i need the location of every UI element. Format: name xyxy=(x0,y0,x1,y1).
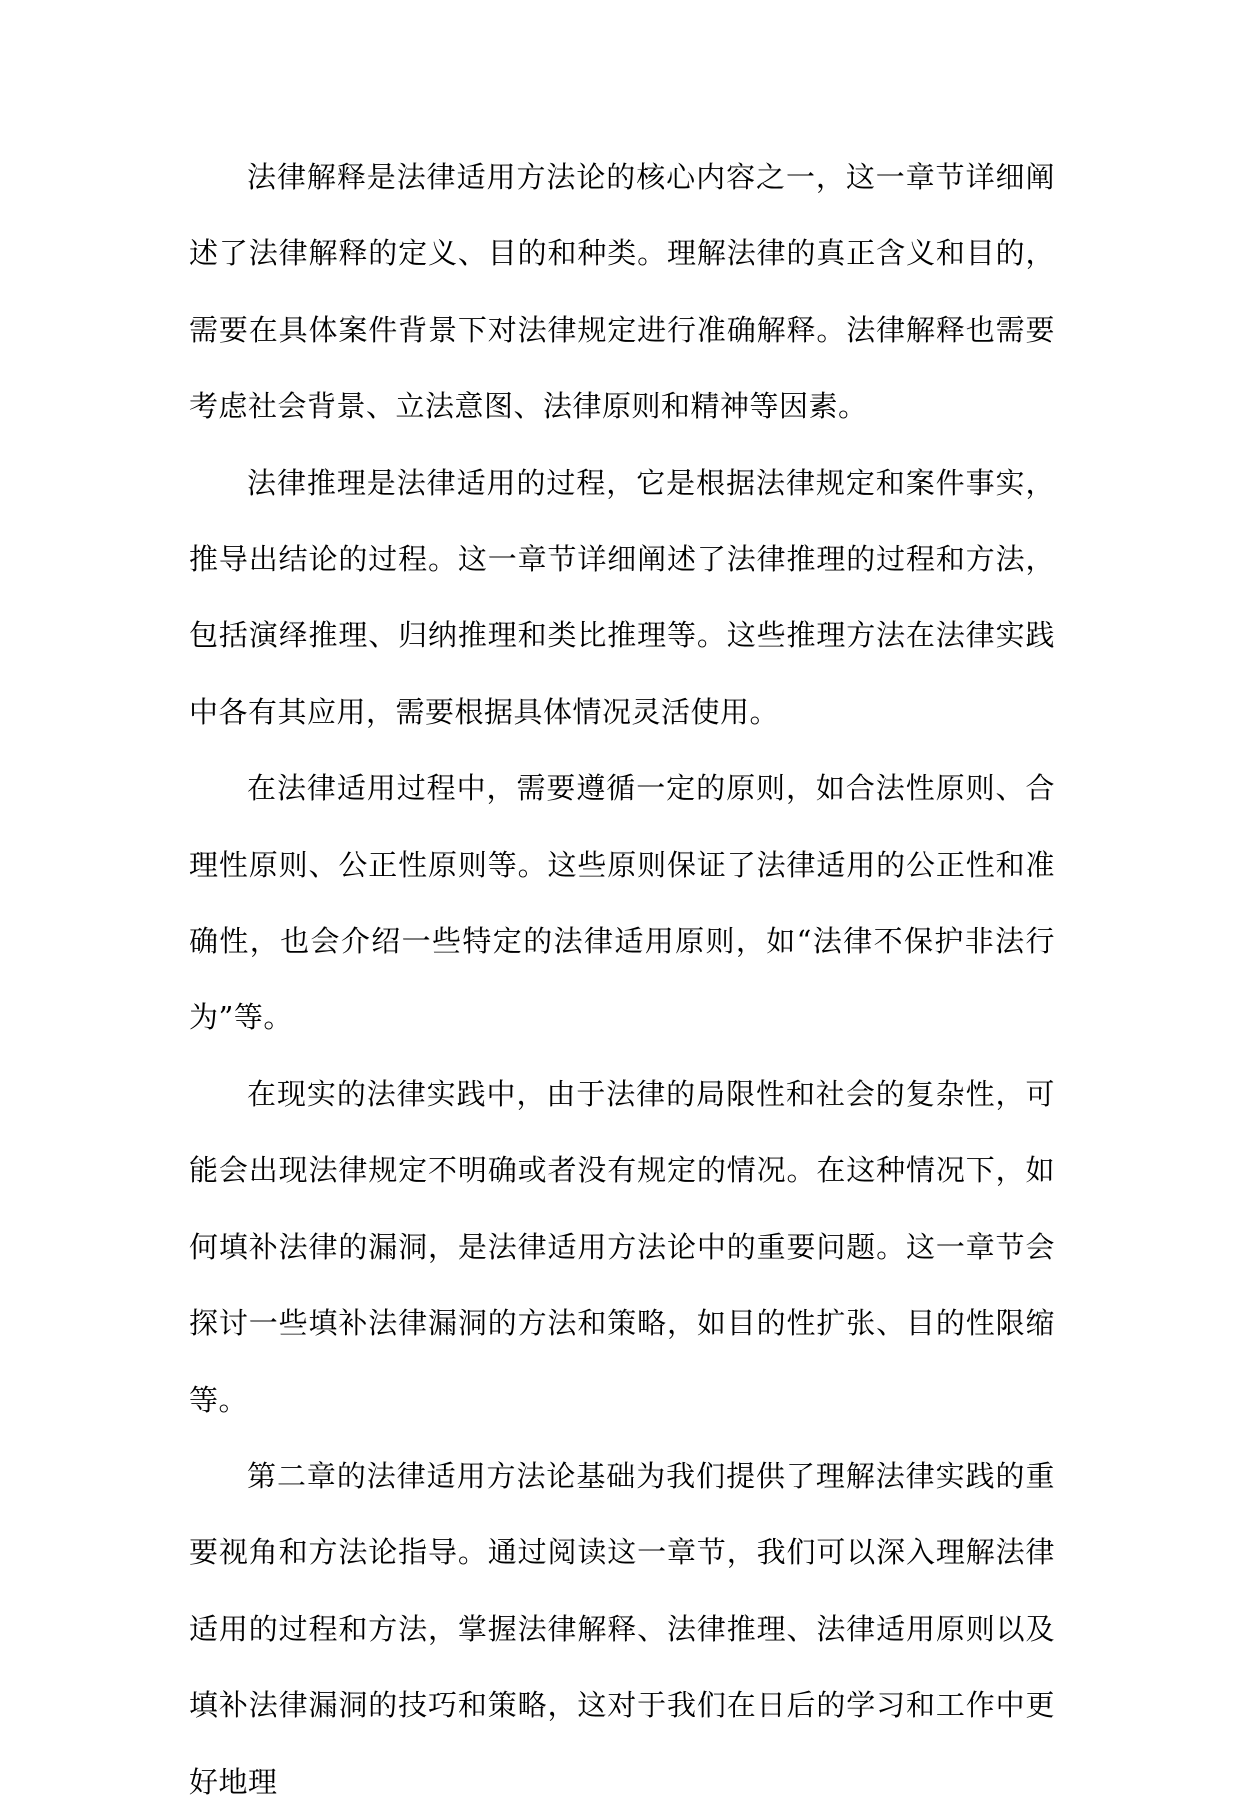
paragraph-filling-gaps: 在现实的法律实践中，由于法律的局限性和社会的复杂性，可能会出现法律规定不明确或者没有规定的情况。在这种情况下，如何填补法律的漏洞，是法律适用方法论中的重要问题。这一章节会探讨一些填补法律漏洞的方法和策略，如目的性扩张、目的性限缩等。 xyxy=(189,1076,1055,1417)
paragraph-legal-interpretation: 法律解释是法律适用方法论的核心内容之一，这一章节详细阐述了法律解释的定义、目的和种类。理解法律的真正含义和目的，需要在具体案件背景下对法律规定进行准确解释。法律解释也需要考虑社会背景、立法意图、法律原则和精神等因素。 xyxy=(189,160,1055,424)
document-body xyxy=(189,139,1055,1820)
paragraph-application-principles: 在法律适用过程中，需要遵循一定的原则，如合法性原则、合理性原则、公正性原则等。这些原则保证了法律适用的公正性和准确性，也会介绍一些特定的法律适用原则，如“法律不保护非法行为”等。 xyxy=(189,771,1055,1035)
paragraph-legal-reasoning: 法律推理是法律适用的过程，它是根据法律规定和案件事实，推导出结论的过程。这一章节详细阐述了法律推理的过程和方法，包括演绎推理、归纳推理和类比推理等。这些推理方法在法律实践中各有其应用，需要根据具体情况灵活使用。 xyxy=(189,465,1055,729)
paragraph-chapter-summary: 第二章的法律适用方法论基础为我们提供了理解法律实践的重要视角和方法论指导。通过阅读这一章节，我们可以深入理解法律适用的过程和方法，掌握法律解释、法律推理、法律适用原则以及填补法律漏洞的技巧和策略，这对于我们在日后的学习和工作中更好地理 xyxy=(189,1458,1055,1799)
